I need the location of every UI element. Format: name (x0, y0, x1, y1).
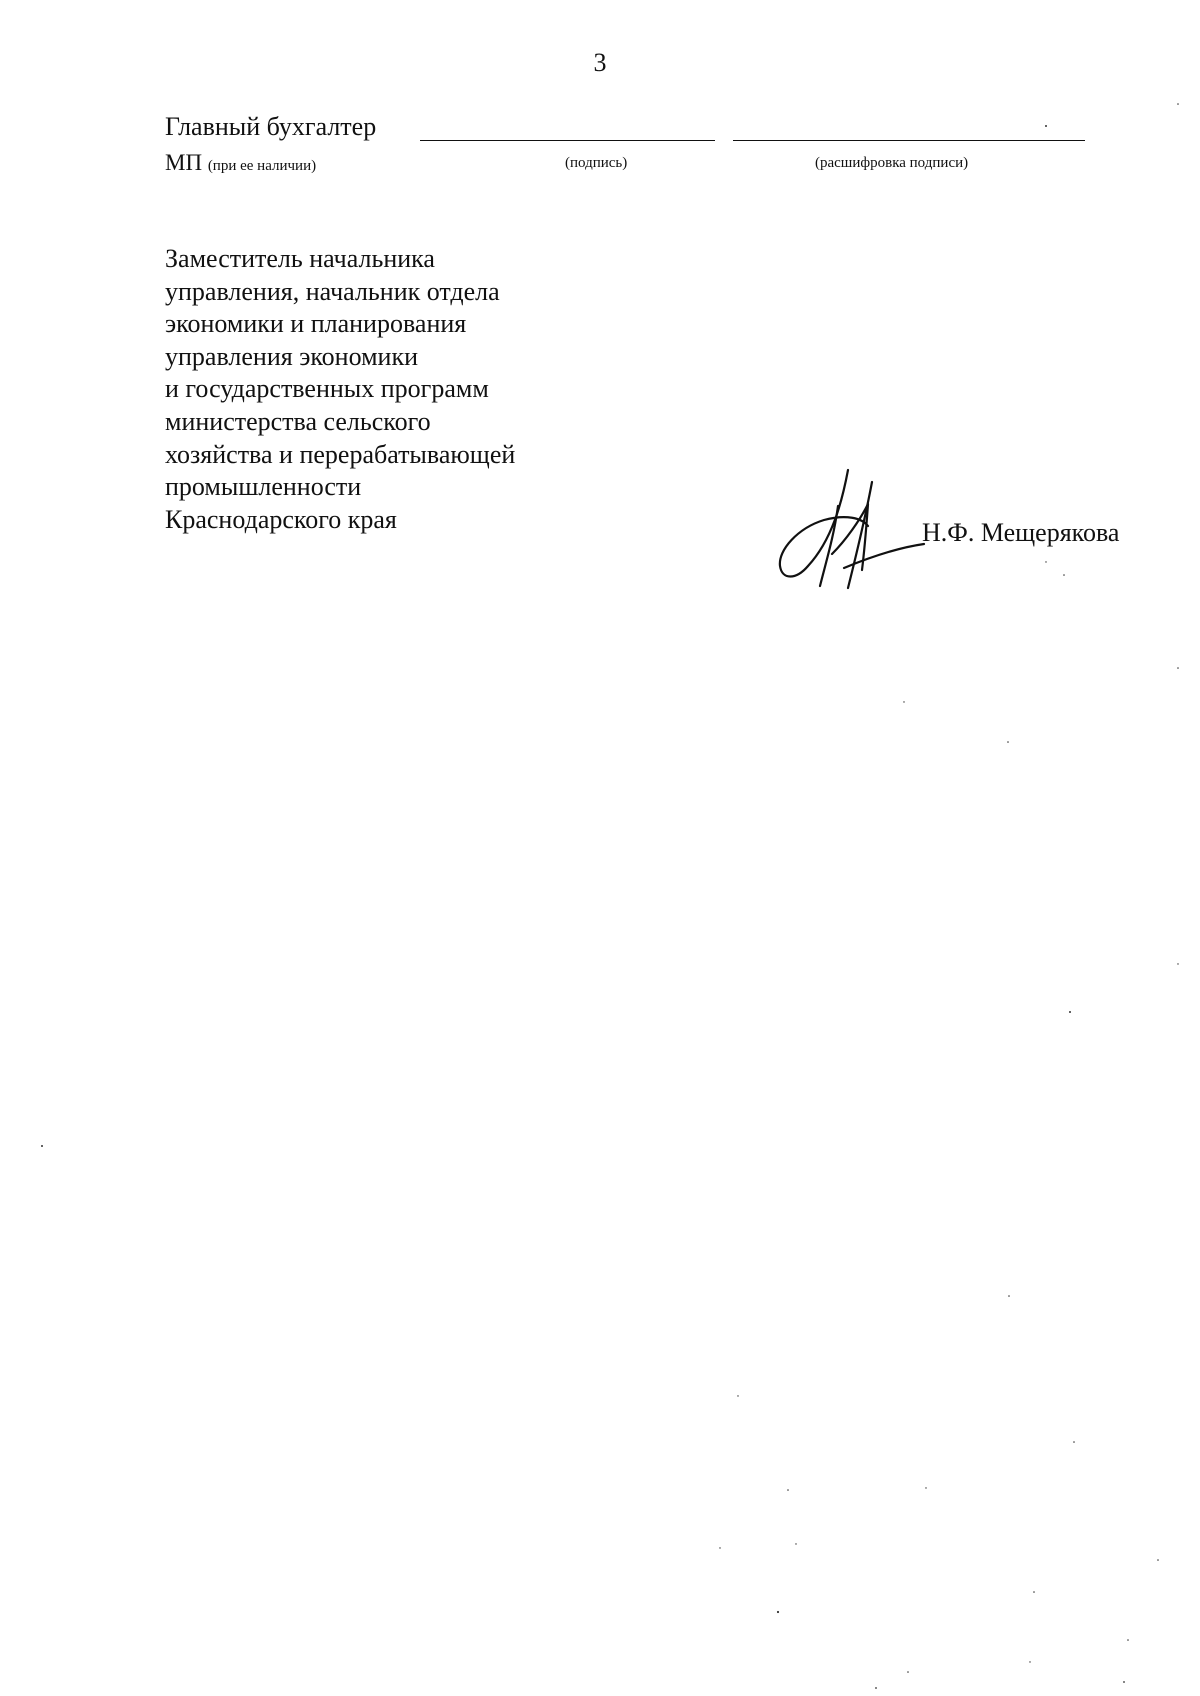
position-line: управления, начальник отдела (165, 276, 500, 306)
signature-caption: (подпись) (565, 155, 628, 171)
position-line: управления экономики (165, 341, 418, 371)
position-line: министерства сельского (165, 406, 431, 436)
chief-accountant-title: Главный бухгалтер (165, 112, 377, 141)
position-line: промышленности (165, 472, 362, 502)
signature-line (420, 140, 715, 141)
stamp-label (165, 150, 316, 176)
signatory-name: Н.Ф. Мещерякова (922, 518, 1120, 547)
mp-note: (при ее наличии) (207, 158, 317, 174)
position-line: хозяйства и перерабатывающей (165, 439, 516, 469)
decoding-caption: (расшифровка подписи) (815, 155, 969, 171)
signatory-position (165, 243, 515, 536)
position-line: экономики и планирования (165, 309, 467, 339)
page-number: 3 (593, 48, 607, 77)
signature-decoding-line (733, 140, 1085, 141)
handwritten-signature (772, 462, 942, 592)
position-line: Заместитель начальника (165, 244, 435, 273)
mp-label: МП (165, 150, 203, 175)
position-line: и государственных программ (165, 374, 489, 404)
position-line: Краснодарского края (165, 504, 397, 534)
